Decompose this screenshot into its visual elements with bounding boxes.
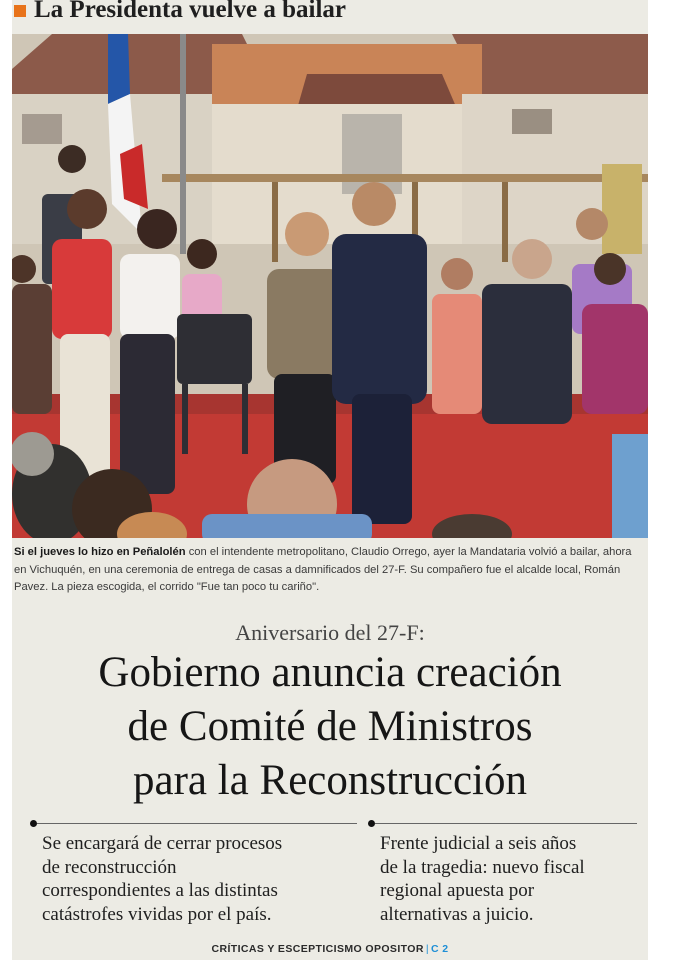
headline [12, 646, 648, 808]
orange-square-marker [14, 5, 26, 17]
flag-blue [108, 34, 130, 104]
headline-line: Gobierno anuncia creación [98, 649, 562, 696]
deck-bullet-left [30, 820, 37, 827]
kicker: Aniversario del 27-F: [235, 620, 425, 645]
headline-line: para la Reconstrucción [133, 757, 527, 804]
caption-body: con el intendente metropolitano, Claudio Orrego, ayer la Mandataria volvió a bailar, ahora en Vichuquén, en una ceremonia de entrega de casas a damnificados del 27-F. Su compañero fue el alcalde local, Román Pavez. La pieza escogida, el corrido "Fue tan poco tu cariño". [14, 546, 632, 593]
footer-separator: | [425, 943, 429, 955]
newspaper-page [12, 0, 648, 960]
deck-line: correspondientes a las distintas [42, 880, 278, 901]
deck-left [42, 832, 282, 926]
footer-page-ref: C 2 [430, 943, 449, 955]
woman-patterned-top [267, 269, 342, 379]
section-banner [12, 0, 648, 32]
page-reference-footer [12, 943, 648, 955]
deck-rule-right [375, 823, 637, 824]
man-dark-suit [332, 234, 427, 404]
page-margin [648, 0, 676, 960]
banner-title: La Presidenta vuelve a bailar [34, 0, 347, 23]
deck-rule-left [37, 823, 357, 824]
deck-line: Frente judicial a seis años [380, 833, 577, 854]
deck-right [380, 832, 585, 926]
deck-bullet-right [368, 820, 375, 827]
deck-line: Se encargará de cerrar procesos [42, 833, 283, 854]
footer-label: CRÍTICAS Y ESCEPTICISMO OPOSITOR [211, 943, 424, 955]
deck-line: regional apuesta por [380, 880, 535, 901]
photo-illustration [12, 34, 648, 538]
caption-lead: Si el jueves lo hizo en Peñalolén [14, 546, 186, 558]
man-red-shirt [52, 239, 112, 339]
photo-caption [14, 544, 644, 597]
deck-line: alternativas a juicio. [380, 903, 534, 925]
deck-line: de la tragedia: nuevo fiscal [380, 856, 585, 878]
deck-line: catástrofes vividas por el país. [42, 903, 272, 925]
news-photo [12, 34, 648, 538]
deck-line: de reconstrucción [42, 856, 177, 878]
headline-line: de Comité de Ministros [127, 703, 533, 750]
